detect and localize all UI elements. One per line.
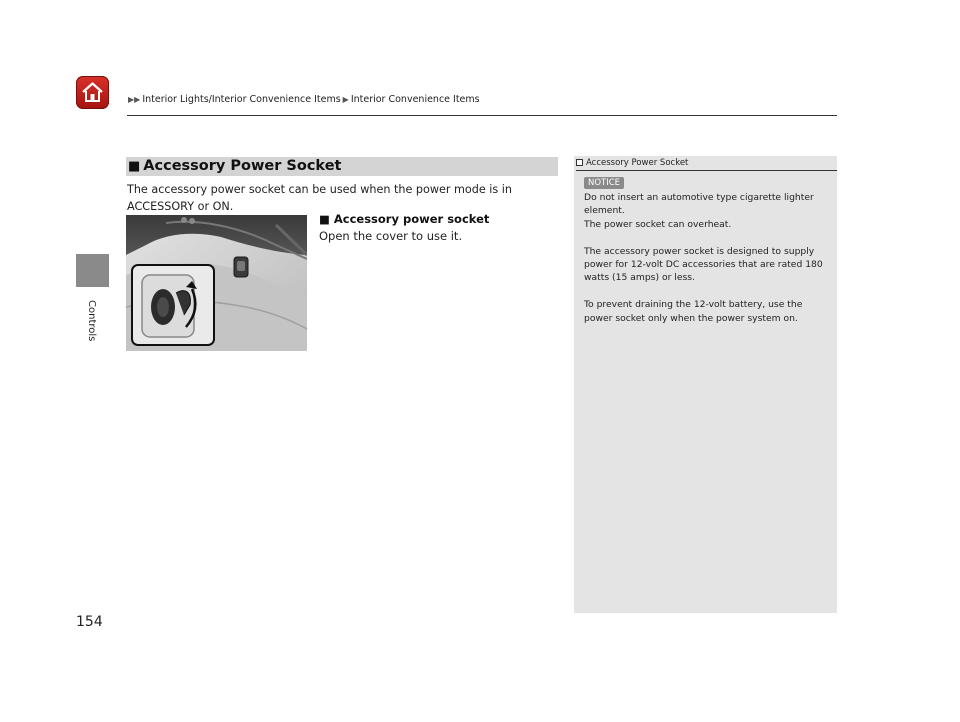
square-bullet-icon: ■ — [319, 212, 330, 226]
page-number: 154 — [76, 614, 103, 630]
side-note-heading — [576, 158, 688, 168]
note-marker-icon — [576, 159, 583, 166]
square-bullet-icon: ■ — [128, 159, 141, 174]
chapter-label: Controls — [86, 300, 97, 342]
breadcrumb-link-interior-lights[interactable]: Interior Lights/Interior Convenience Items — [142, 94, 341, 105]
section-title — [128, 158, 341, 174]
notice-badge: NOTICE — [584, 177, 624, 189]
note-paragraph: To prevent draining the 12-volt battery, use the power socket only when the power system on. — [584, 299, 803, 324]
home-icon — [80, 80, 105, 105]
intro-paragraph: The accessory power socket can be used when the power mode is in ACCESSORY or ON. — [127, 183, 512, 213]
home-button[interactable] — [76, 76, 109, 109]
header-rule — [127, 115, 837, 116]
section-title-text: Accessory Power Socket — [143, 158, 342, 174]
note-paragraph: The accessory power socket is designed to supply power for 12-volt DC accessories that are rated 180 watts (15 amps) or less. — [584, 245, 823, 284]
side-note-heading-text: Accessory Power Socket — [586, 158, 689, 168]
chapter-tab[interactable] — [76, 254, 109, 287]
subsection-text: Open the cover to use it. — [319, 229, 463, 243]
double-arrow-icon: ▶▶ — [128, 95, 141, 104]
note-paragraph: Do not insert an automotive type cigarette lighter element. The power socket can overheat. — [584, 192, 814, 230]
dashboard-socket-figure — [126, 215, 307, 351]
breadcrumb — [128, 94, 480, 105]
subsection-heading — [319, 212, 489, 226]
subsection-heading-text: Accessory power socket — [333, 212, 490, 226]
breadcrumb-current[interactable]: Interior Convenience Items — [350, 94, 480, 105]
side-note-rule — [576, 170, 837, 171]
side-note-body — [584, 191, 829, 338]
arrow-icon: ▶ — [342, 95, 349, 104]
power-socket-illustration — [126, 215, 307, 351]
